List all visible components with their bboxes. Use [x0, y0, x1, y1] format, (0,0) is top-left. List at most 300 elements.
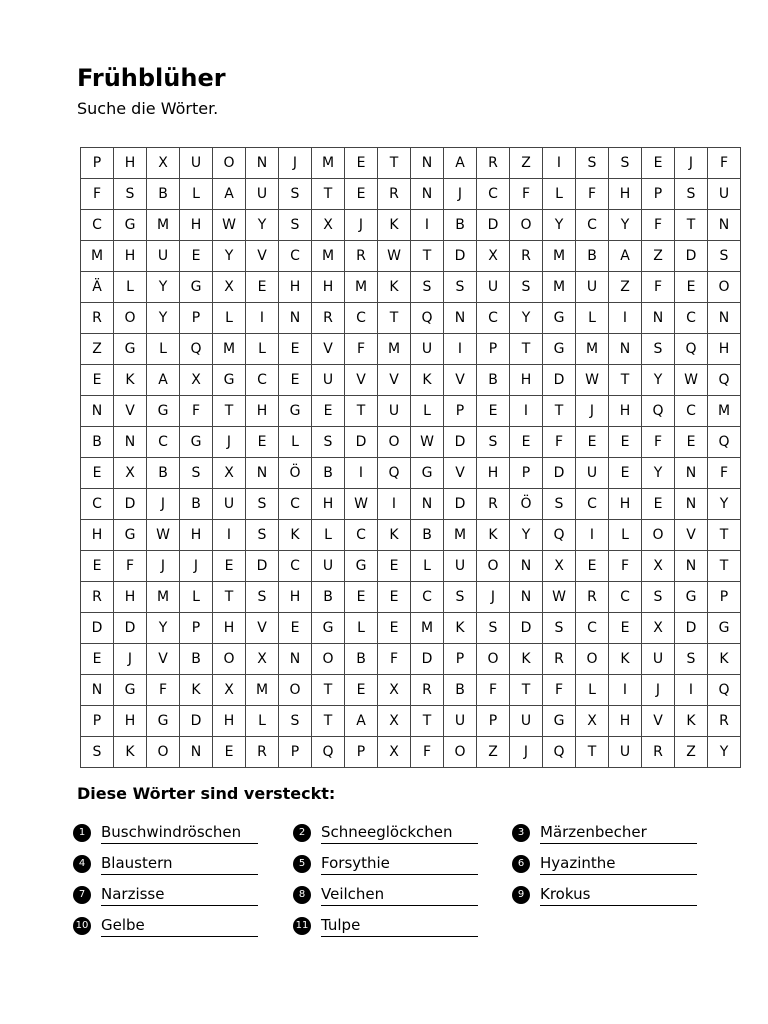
grid-cell[interactable]: V: [246, 241, 279, 272]
grid-cell[interactable]: U: [378, 396, 411, 427]
grid-cell[interactable]: T: [378, 303, 411, 334]
grid-cell[interactable]: V: [114, 396, 147, 427]
grid-cell[interactable]: W: [576, 365, 609, 396]
grid-cell[interactable]: T: [576, 737, 609, 768]
grid-cell[interactable]: J: [114, 644, 147, 675]
grid-cell[interactable]: A: [444, 148, 477, 179]
grid-cell[interactable]: U: [246, 179, 279, 210]
grid-cell[interactable]: E: [213, 551, 246, 582]
grid-cell[interactable]: Y: [147, 303, 180, 334]
grid-cell[interactable]: E: [180, 241, 213, 272]
grid-cell[interactable]: I: [444, 334, 477, 365]
grid-cell[interactable]: N: [708, 210, 741, 241]
grid-cell[interactable]: N: [510, 551, 543, 582]
grid-cell[interactable]: L: [609, 520, 642, 551]
grid-cell[interactable]: U: [609, 737, 642, 768]
grid-cell[interactable]: E: [510, 427, 543, 458]
grid-cell[interactable]: H: [81, 520, 114, 551]
grid-cell[interactable]: C: [477, 303, 510, 334]
grid-cell[interactable]: Q: [675, 334, 708, 365]
grid-cell[interactable]: K: [708, 644, 741, 675]
grid-cell[interactable]: W: [543, 582, 576, 613]
grid-cell[interactable]: Q: [312, 737, 345, 768]
grid-cell[interactable]: N: [81, 396, 114, 427]
grid-cell[interactable]: P: [279, 737, 312, 768]
grid-cell[interactable]: S: [675, 179, 708, 210]
grid-cell[interactable]: V: [246, 613, 279, 644]
grid-cell[interactable]: G: [180, 272, 213, 303]
grid-cell[interactable]: N: [279, 303, 312, 334]
grid-cell[interactable]: P: [477, 334, 510, 365]
grid-cell[interactable]: H: [114, 706, 147, 737]
grid-cell[interactable]: U: [147, 241, 180, 272]
grid-cell[interactable]: E: [246, 427, 279, 458]
grid-cell[interactable]: F: [642, 272, 675, 303]
grid-cell[interactable]: Y: [543, 210, 576, 241]
grid-cell[interactable]: E: [675, 427, 708, 458]
grid-cell[interactable]: G: [114, 334, 147, 365]
grid-cell[interactable]: N: [246, 148, 279, 179]
grid-cell[interactable]: B: [576, 241, 609, 272]
grid-cell[interactable]: X: [114, 458, 147, 489]
grid-cell[interactable]: M: [147, 582, 180, 613]
grid-cell[interactable]: M: [444, 520, 477, 551]
grid-cell[interactable]: W: [213, 210, 246, 241]
grid-cell[interactable]: T: [543, 396, 576, 427]
grid-cell[interactable]: N: [642, 303, 675, 334]
grid-cell[interactable]: K: [378, 272, 411, 303]
grid-cell[interactable]: U: [444, 551, 477, 582]
grid-cell[interactable]: I: [345, 458, 378, 489]
grid-cell[interactable]: L: [576, 675, 609, 706]
grid-cell[interactable]: U: [642, 644, 675, 675]
grid-cell[interactable]: G: [543, 303, 576, 334]
grid-cell[interactable]: M: [378, 334, 411, 365]
grid-cell[interactable]: F: [510, 179, 543, 210]
grid-cell[interactable]: V: [444, 458, 477, 489]
grid-cell[interactable]: E: [642, 148, 675, 179]
grid-cell[interactable]: L: [114, 272, 147, 303]
grid-cell[interactable]: R: [411, 675, 444, 706]
grid-cell[interactable]: W: [411, 427, 444, 458]
grid-cell[interactable]: M: [246, 675, 279, 706]
grid-cell[interactable]: I: [510, 396, 543, 427]
grid-cell[interactable]: S: [246, 520, 279, 551]
grid-cell[interactable]: P: [477, 706, 510, 737]
grid-cell[interactable]: U: [708, 179, 741, 210]
grid-cell[interactable]: L: [411, 551, 444, 582]
grid-cell[interactable]: E: [378, 613, 411, 644]
grid-cell[interactable]: Y: [708, 737, 741, 768]
grid-cell[interactable]: K: [444, 613, 477, 644]
grid-cell[interactable]: G: [411, 458, 444, 489]
grid-cell[interactable]: F: [708, 458, 741, 489]
grid-cell[interactable]: F: [477, 675, 510, 706]
grid-cell[interactable]: Q: [543, 520, 576, 551]
grid-cell[interactable]: Q: [180, 334, 213, 365]
grid-cell[interactable]: D: [510, 613, 543, 644]
grid-cell[interactable]: D: [543, 458, 576, 489]
grid-cell[interactable]: E: [246, 272, 279, 303]
grid-cell[interactable]: M: [213, 334, 246, 365]
grid-cell[interactable]: A: [345, 706, 378, 737]
grid-cell[interactable]: V: [345, 365, 378, 396]
grid-cell[interactable]: F: [411, 737, 444, 768]
grid-cell[interactable]: T: [708, 551, 741, 582]
grid-cell[interactable]: N: [411, 489, 444, 520]
grid-cell[interactable]: G: [147, 706, 180, 737]
grid-cell[interactable]: H: [180, 210, 213, 241]
grid-cell[interactable]: Y: [246, 210, 279, 241]
grid-cell[interactable]: N: [279, 644, 312, 675]
grid-cell[interactable]: I: [213, 520, 246, 551]
grid-cell[interactable]: Ö: [510, 489, 543, 520]
grid-cell[interactable]: R: [576, 582, 609, 613]
grid-cell[interactable]: L: [312, 520, 345, 551]
grid-cell[interactable]: H: [609, 179, 642, 210]
grid-cell[interactable]: P: [81, 706, 114, 737]
grid-cell[interactable]: T: [312, 675, 345, 706]
grid-cell[interactable]: S: [708, 241, 741, 272]
grid-cell[interactable]: Y: [510, 520, 543, 551]
grid-cell[interactable]: E: [81, 458, 114, 489]
grid-cell[interactable]: W: [345, 489, 378, 520]
grid-cell[interactable]: G: [279, 396, 312, 427]
grid-cell[interactable]: E: [81, 365, 114, 396]
grid-cell[interactable]: D: [114, 613, 147, 644]
grid-cell[interactable]: L: [180, 179, 213, 210]
grid-cell[interactable]: G: [312, 613, 345, 644]
grid-cell[interactable]: U: [312, 365, 345, 396]
grid-cell[interactable]: Z: [675, 737, 708, 768]
grid-cell[interactable]: Y: [642, 458, 675, 489]
grid-cell[interactable]: X: [180, 365, 213, 396]
grid-cell[interactable]: J: [444, 179, 477, 210]
grid-cell[interactable]: T: [345, 396, 378, 427]
grid-cell[interactable]: E: [609, 427, 642, 458]
grid-cell[interactable]: P: [444, 644, 477, 675]
grid-cell[interactable]: V: [675, 520, 708, 551]
grid-cell[interactable]: D: [345, 427, 378, 458]
grid-cell[interactable]: Z: [510, 148, 543, 179]
grid-cell[interactable]: P: [708, 582, 741, 613]
grid-cell[interactable]: P: [642, 179, 675, 210]
grid-cell[interactable]: H: [279, 582, 312, 613]
grid-cell[interactable]: Q: [378, 458, 411, 489]
grid-cell[interactable]: M: [312, 241, 345, 272]
grid-cell[interactable]: L: [345, 613, 378, 644]
grid-cell[interactable]: M: [312, 148, 345, 179]
grid-cell[interactable]: W: [147, 520, 180, 551]
grid-cell[interactable]: X: [477, 241, 510, 272]
grid-cell[interactable]: Q: [543, 737, 576, 768]
grid-cell[interactable]: B: [180, 644, 213, 675]
grid-cell[interactable]: S: [444, 272, 477, 303]
grid-cell[interactable]: F: [543, 427, 576, 458]
grid-cell[interactable]: F: [345, 334, 378, 365]
grid-cell[interactable]: H: [477, 458, 510, 489]
grid-cell[interactable]: B: [444, 210, 477, 241]
grid-cell[interactable]: T: [378, 148, 411, 179]
grid-cell[interactable]: N: [114, 427, 147, 458]
grid-cell[interactable]: X: [312, 210, 345, 241]
grid-cell[interactable]: U: [477, 272, 510, 303]
grid-cell[interactable]: O: [213, 148, 246, 179]
grid-cell[interactable]: P: [345, 737, 378, 768]
grid-cell[interactable]: B: [81, 427, 114, 458]
grid-cell[interactable]: L: [543, 179, 576, 210]
grid-cell[interactable]: T: [609, 365, 642, 396]
grid-cell[interactable]: O: [378, 427, 411, 458]
grid-cell[interactable]: I: [675, 675, 708, 706]
grid-cell[interactable]: C: [675, 396, 708, 427]
grid-cell[interactable]: C: [345, 303, 378, 334]
grid-cell[interactable]: N: [246, 458, 279, 489]
grid-cell[interactable]: L: [147, 334, 180, 365]
grid-cell[interactable]: E: [345, 148, 378, 179]
grid-cell[interactable]: H: [708, 334, 741, 365]
grid-cell[interactable]: D: [246, 551, 279, 582]
grid-cell[interactable]: E: [378, 551, 411, 582]
grid-cell[interactable]: M: [147, 210, 180, 241]
grid-cell[interactable]: K: [114, 737, 147, 768]
grid-cell[interactable]: M: [543, 272, 576, 303]
grid-cell[interactable]: M: [708, 396, 741, 427]
grid-cell[interactable]: S: [609, 148, 642, 179]
grid-cell[interactable]: E: [213, 737, 246, 768]
grid-cell[interactable]: R: [378, 179, 411, 210]
grid-cell[interactable]: C: [576, 210, 609, 241]
grid-cell[interactable]: J: [180, 551, 213, 582]
grid-cell[interactable]: J: [213, 427, 246, 458]
grid-cell[interactable]: D: [81, 613, 114, 644]
grid-cell[interactable]: A: [213, 179, 246, 210]
grid-cell[interactable]: N: [675, 458, 708, 489]
grid-cell[interactable]: O: [147, 737, 180, 768]
grid-cell[interactable]: O: [708, 272, 741, 303]
grid-cell[interactable]: X: [576, 706, 609, 737]
grid-cell[interactable]: U: [444, 706, 477, 737]
grid-cell[interactable]: Z: [642, 241, 675, 272]
grid-cell[interactable]: T: [510, 334, 543, 365]
grid-cell[interactable]: S: [81, 737, 114, 768]
grid-cell[interactable]: U: [576, 272, 609, 303]
grid-cell[interactable]: Ö: [279, 458, 312, 489]
grid-cell[interactable]: K: [609, 644, 642, 675]
grid-cell[interactable]: F: [708, 148, 741, 179]
grid-cell[interactable]: C: [279, 241, 312, 272]
grid-cell[interactable]: M: [576, 334, 609, 365]
grid-cell[interactable]: S: [279, 179, 312, 210]
grid-cell[interactable]: X: [213, 458, 246, 489]
grid-cell[interactable]: E: [345, 582, 378, 613]
grid-cell[interactable]: H: [609, 489, 642, 520]
grid-cell[interactable]: L: [180, 582, 213, 613]
grid-cell[interactable]: U: [213, 489, 246, 520]
grid-cell[interactable]: F: [114, 551, 147, 582]
grid-cell[interactable]: J: [147, 551, 180, 582]
grid-cell[interactable]: G: [213, 365, 246, 396]
grid-cell[interactable]: O: [312, 644, 345, 675]
grid-cell[interactable]: B: [147, 458, 180, 489]
grid-cell[interactable]: S: [477, 427, 510, 458]
grid-cell[interactable]: C: [411, 582, 444, 613]
grid-cell[interactable]: S: [411, 272, 444, 303]
grid-cell[interactable]: E: [609, 613, 642, 644]
grid-cell[interactable]: J: [642, 675, 675, 706]
grid-cell[interactable]: S: [675, 644, 708, 675]
grid-cell[interactable]: F: [147, 675, 180, 706]
grid-cell[interactable]: O: [477, 644, 510, 675]
grid-cell[interactable]: S: [279, 210, 312, 241]
grid-cell[interactable]: S: [576, 148, 609, 179]
grid-cell[interactable]: D: [543, 365, 576, 396]
grid-cell[interactable]: L: [246, 334, 279, 365]
grid-cell[interactable]: G: [543, 334, 576, 365]
grid-cell[interactable]: O: [114, 303, 147, 334]
grid-cell[interactable]: L: [576, 303, 609, 334]
grid-cell[interactable]: F: [378, 644, 411, 675]
grid-cell[interactable]: P: [180, 303, 213, 334]
grid-cell[interactable]: V: [444, 365, 477, 396]
grid-cell[interactable]: D: [114, 489, 147, 520]
grid-cell[interactable]: D: [675, 241, 708, 272]
grid-cell[interactable]: C: [609, 582, 642, 613]
grid-cell[interactable]: P: [81, 148, 114, 179]
grid-cell[interactable]: Q: [708, 675, 741, 706]
grid-cell[interactable]: D: [444, 427, 477, 458]
grid-cell[interactable]: O: [642, 520, 675, 551]
grid-cell[interactable]: K: [477, 520, 510, 551]
grid-cell[interactable]: Y: [642, 365, 675, 396]
grid-cell[interactable]: H: [609, 706, 642, 737]
grid-cell[interactable]: O: [576, 644, 609, 675]
grid-cell[interactable]: H: [114, 241, 147, 272]
grid-cell[interactable]: E: [279, 334, 312, 365]
grid-cell[interactable]: T: [411, 706, 444, 737]
grid-cell[interactable]: L: [279, 427, 312, 458]
grid-cell[interactable]: Q: [411, 303, 444, 334]
grid-cell[interactable]: Q: [708, 427, 741, 458]
grid-cell[interactable]: E: [279, 613, 312, 644]
grid-cell[interactable]: N: [510, 582, 543, 613]
grid-cell[interactable]: Z: [81, 334, 114, 365]
grid-cell[interactable]: C: [147, 427, 180, 458]
grid-cell[interactable]: H: [510, 365, 543, 396]
grid-cell[interactable]: X: [642, 613, 675, 644]
grid-cell[interactable]: O: [444, 737, 477, 768]
grid-cell[interactable]: E: [642, 489, 675, 520]
grid-cell[interactable]: Y: [609, 210, 642, 241]
grid-cell[interactable]: D: [180, 706, 213, 737]
grid-cell[interactable]: N: [81, 675, 114, 706]
grid-cell[interactable]: T: [675, 210, 708, 241]
grid-cell[interactable]: R: [312, 303, 345, 334]
grid-cell[interactable]: M: [345, 272, 378, 303]
grid-cell[interactable]: C: [81, 489, 114, 520]
grid-cell[interactable]: X: [246, 644, 279, 675]
grid-cell[interactable]: J: [147, 489, 180, 520]
grid-cell[interactable]: B: [477, 365, 510, 396]
grid-cell[interactable]: J: [675, 148, 708, 179]
grid-cell[interactable]: A: [147, 365, 180, 396]
grid-cell[interactable]: X: [543, 551, 576, 582]
grid-cell[interactable]: K: [279, 520, 312, 551]
grid-cell[interactable]: S: [510, 272, 543, 303]
grid-cell[interactable]: G: [675, 582, 708, 613]
grid-cell[interactable]: E: [81, 551, 114, 582]
grid-cell[interactable]: T: [708, 520, 741, 551]
grid-cell[interactable]: F: [642, 427, 675, 458]
grid-cell[interactable]: F: [81, 179, 114, 210]
grid-cell[interactable]: P: [180, 613, 213, 644]
grid-cell[interactable]: I: [609, 675, 642, 706]
grid-cell[interactable]: N: [708, 303, 741, 334]
grid-cell[interactable]: U: [312, 551, 345, 582]
grid-cell[interactable]: R: [477, 148, 510, 179]
grid-cell[interactable]: N: [444, 303, 477, 334]
grid-cell[interactable]: S: [642, 582, 675, 613]
grid-cell[interactable]: E: [675, 272, 708, 303]
grid-cell[interactable]: C: [246, 365, 279, 396]
grid-cell[interactable]: K: [378, 210, 411, 241]
grid-cell[interactable]: C: [279, 489, 312, 520]
grid-cell[interactable]: V: [642, 706, 675, 737]
grid-cell[interactable]: S: [642, 334, 675, 365]
grid-cell[interactable]: T: [312, 179, 345, 210]
grid-cell[interactable]: R: [543, 644, 576, 675]
grid-cell[interactable]: X: [642, 551, 675, 582]
grid-cell[interactable]: R: [345, 241, 378, 272]
grid-cell[interactable]: U: [576, 458, 609, 489]
grid-cell[interactable]: H: [213, 706, 246, 737]
grid-cell[interactable]: U: [411, 334, 444, 365]
grid-cell[interactable]: S: [114, 179, 147, 210]
grid-cell[interactable]: S: [180, 458, 213, 489]
grid-cell[interactable]: D: [444, 241, 477, 272]
grid-cell[interactable]: G: [114, 675, 147, 706]
grid-cell[interactable]: B: [180, 489, 213, 520]
grid-cell[interactable]: N: [675, 551, 708, 582]
grid-cell[interactable]: J: [576, 396, 609, 427]
grid-cell[interactable]: P: [510, 458, 543, 489]
grid-cell[interactable]: J: [477, 582, 510, 613]
grid-cell[interactable]: T: [213, 396, 246, 427]
grid-cell[interactable]: I: [609, 303, 642, 334]
grid-cell[interactable]: Z: [609, 272, 642, 303]
grid-cell[interactable]: T: [411, 241, 444, 272]
grid-cell[interactable]: E: [576, 427, 609, 458]
grid-cell[interactable]: L: [411, 396, 444, 427]
grid-cell[interactable]: X: [378, 675, 411, 706]
grid-cell[interactable]: O: [510, 210, 543, 241]
grid-cell[interactable]: I: [246, 303, 279, 334]
grid-cell[interactable]: W: [675, 365, 708, 396]
grid-cell[interactable]: R: [708, 706, 741, 737]
grid-cell[interactable]: I: [411, 210, 444, 241]
grid-cell[interactable]: K: [411, 365, 444, 396]
grid-cell[interactable]: E: [312, 396, 345, 427]
grid-cell[interactable]: K: [378, 520, 411, 551]
grid-cell[interactable]: B: [345, 644, 378, 675]
grid-cell[interactable]: E: [576, 551, 609, 582]
grid-cell[interactable]: K: [180, 675, 213, 706]
grid-cell[interactable]: N: [675, 489, 708, 520]
grid-cell[interactable]: E: [378, 582, 411, 613]
grid-cell[interactable]: G: [180, 427, 213, 458]
grid-cell[interactable]: H: [609, 396, 642, 427]
grid-cell[interactable]: S: [444, 582, 477, 613]
